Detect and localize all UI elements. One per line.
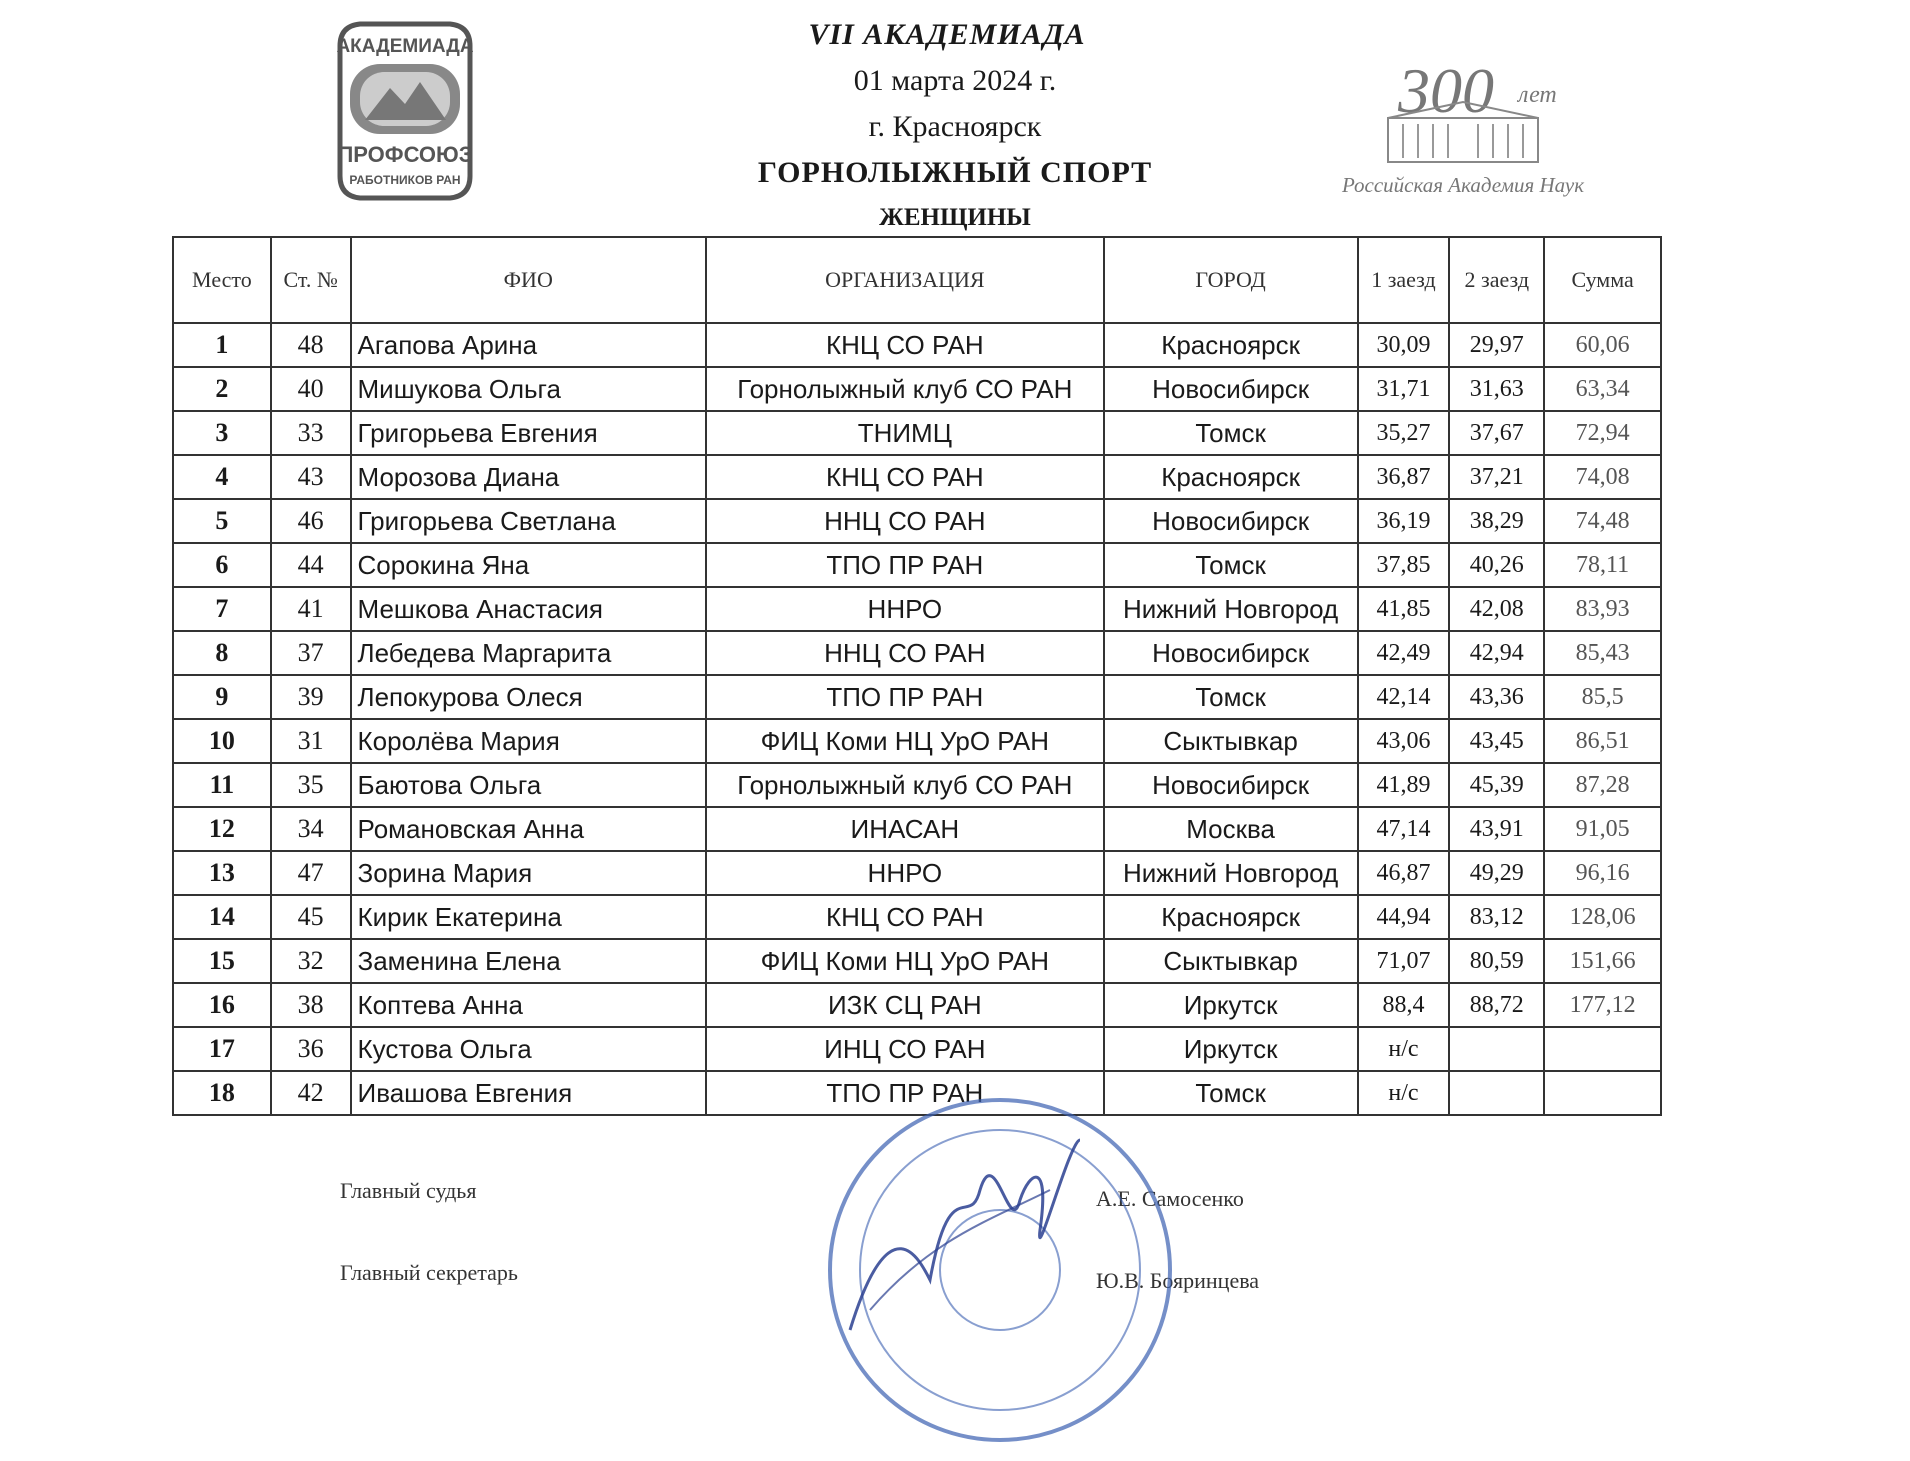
city-cell: Новосибирск (1104, 499, 1358, 543)
name-cell: Мешкова Анастасия (351, 587, 706, 631)
city-cell: Иркутск (1104, 1027, 1358, 1071)
results-table (172, 236, 1662, 1116)
name-cell: Коптева Анна (351, 983, 706, 1027)
city-cell: Сыктывкар (1104, 939, 1358, 983)
bib-cell: 46 (271, 499, 351, 543)
logo-right-word: лет (1518, 82, 1557, 108)
col-header-org: ОРГАНИЗАЦИЯ (706, 237, 1104, 323)
run1-cell: 36,19 (1358, 499, 1450, 543)
place-cell: 4 (173, 455, 271, 499)
place-cell: 13 (173, 851, 271, 895)
name-cell: Лебедева Маргарита (351, 631, 706, 675)
city-cell: Красноярск (1104, 455, 1358, 499)
sum-cell: 85,43 (1544, 631, 1661, 675)
org-cell: ТПО ПР РАН (706, 543, 1104, 587)
col-header-bib: Ст. № (271, 237, 351, 323)
akademiada-logo-icon (320, 16, 490, 206)
place-cell: 3 (173, 411, 271, 455)
org-cell: ИНЦ СО РАН (706, 1027, 1104, 1071)
org-cell: ТПО ПР РАН (706, 1071, 1104, 1115)
run1-cell: 37,85 (1358, 543, 1450, 587)
place-cell: 18 (173, 1071, 271, 1115)
sum-cell: 63,34 (1544, 367, 1661, 411)
signature-icon (850, 1140, 1080, 1330)
table-header-row (173, 237, 1661, 323)
bib-cell: 45 (271, 895, 351, 939)
run2-cell: 38,29 (1449, 499, 1544, 543)
bib-cell: 35 (271, 763, 351, 807)
org-cell: КНЦ СО РАН (706, 323, 1104, 367)
city-cell: Москва (1104, 807, 1358, 851)
col-header-name: ФИО (351, 237, 706, 323)
name-cell: Кустова Ольга (351, 1027, 706, 1071)
table-row (173, 367, 1661, 411)
table-row (173, 411, 1661, 455)
place-cell: 1 (173, 323, 271, 367)
sum-cell: 96,16 (1544, 851, 1661, 895)
run2-cell: 43,36 (1449, 675, 1544, 719)
secretary-label: Главный секретарь (340, 1260, 518, 1285)
category-title: ЖЕНЩИНЫ (879, 204, 1031, 231)
org-cell: Горнолыжный клуб СО РАН (706, 367, 1104, 411)
city-cell: Нижний Новгород (1104, 851, 1358, 895)
run2-cell: 88,72 (1449, 983, 1544, 1027)
sum-cell: 74,48 (1544, 499, 1661, 543)
logo-right-caption: Российская Академия Наук (1341, 173, 1585, 197)
table-row (173, 763, 1661, 807)
bib-cell: 34 (271, 807, 351, 851)
col-header-run2: 2 заезд (1449, 237, 1544, 323)
city-cell: Новосибирск (1104, 367, 1358, 411)
table-row (173, 455, 1661, 499)
run1-cell: 47,14 (1358, 807, 1450, 851)
bib-cell: 44 (271, 543, 351, 587)
bib-cell: 33 (271, 411, 351, 455)
table-row (173, 323, 1661, 367)
run1-cell: 31,71 (1358, 367, 1450, 411)
col-header-sum: Сумма (1544, 237, 1661, 323)
sum-cell: 86,51 (1544, 719, 1661, 763)
bib-cell: 36 (271, 1027, 351, 1071)
name-cell: Сорокина Яна (351, 543, 706, 587)
logo-left-line3: РАБОТНИКОВ РАН (349, 173, 461, 187)
table-row (173, 1027, 1661, 1071)
run1-cell: 46,87 (1358, 851, 1450, 895)
run2-cell: 29,97 (1449, 323, 1544, 367)
run2-cell: 37,21 (1449, 455, 1544, 499)
bib-cell: 48 (271, 323, 351, 367)
name-cell: Баютова Ольга (351, 763, 706, 807)
sum-cell: 91,05 (1544, 807, 1661, 851)
name-cell: Морозова Диана (351, 455, 706, 499)
name-cell: Мишукова Ольга (351, 367, 706, 411)
bib-cell: 32 (271, 939, 351, 983)
run2-cell: 37,67 (1449, 411, 1544, 455)
table-row (173, 719, 1661, 763)
place-cell: 11 (173, 763, 271, 807)
bib-cell: 40 (271, 367, 351, 411)
place-cell: 2 (173, 367, 271, 411)
name-cell: Романовская Анна (351, 807, 706, 851)
run1-cell: 30,09 (1358, 323, 1450, 367)
sum-cell: 78,11 (1544, 543, 1661, 587)
secretary-name: Ю.В. Бояринцева (1096, 1268, 1260, 1293)
city-cell: Сыктывкар (1104, 719, 1358, 763)
org-cell: ФИЦ Коми НЦ УрО РАН (706, 939, 1104, 983)
results-body (173, 323, 1661, 1115)
org-cell: ИНАСАН (706, 807, 1104, 851)
run2-cell (1449, 1027, 1544, 1071)
org-cell: ТПО ПР РАН (706, 675, 1104, 719)
sum-cell: 83,93 (1544, 587, 1661, 631)
city-cell: Новосибирск (1104, 763, 1358, 807)
run2-cell (1449, 1071, 1544, 1115)
bib-cell: 43 (271, 455, 351, 499)
place-cell: 9 (173, 675, 271, 719)
run2-cell: 83,12 (1449, 895, 1544, 939)
run1-cell: 36,87 (1358, 455, 1450, 499)
run1-cell: 41,85 (1358, 587, 1450, 631)
run2-cell: 45,39 (1449, 763, 1544, 807)
place-cell: 12 (173, 807, 271, 851)
city-cell: Новосибирск (1104, 631, 1358, 675)
run1-cell: 42,14 (1358, 675, 1450, 719)
logo-left-line1: АКАДЕМИАДА (336, 36, 474, 57)
table-row (173, 939, 1661, 983)
place-cell: 10 (173, 719, 271, 763)
sum-cell: 74,08 (1544, 455, 1661, 499)
run2-cell: 42,08 (1449, 587, 1544, 631)
sum-cell: 151,66 (1544, 939, 1661, 983)
org-cell: КНЦ СО РАН (706, 895, 1104, 939)
run2-cell: 80,59 (1449, 939, 1544, 983)
table-row (173, 807, 1661, 851)
event-title: VII АКАДЕМИАДА (808, 18, 1086, 51)
run1-cell: 88,4 (1358, 983, 1450, 1027)
city-cell: Нижний Новгород (1104, 587, 1358, 631)
org-cell: ННЦ СО РАН (706, 499, 1104, 543)
place-cell: 17 (173, 1027, 271, 1071)
city-cell: Томск (1104, 1071, 1358, 1115)
sum-cell (1544, 1027, 1661, 1071)
run1-cell: 41,89 (1358, 763, 1450, 807)
place-cell: 6 (173, 543, 271, 587)
city-cell: Томск (1104, 543, 1358, 587)
name-cell: Агапова Арина (351, 323, 706, 367)
bib-cell: 42 (271, 1071, 351, 1115)
run1-cell: 71,07 (1358, 939, 1450, 983)
bib-cell: 41 (271, 587, 351, 631)
run2-cell: 40,26 (1449, 543, 1544, 587)
name-cell: Заменина Елена (351, 939, 706, 983)
city-cell: Томск (1104, 675, 1358, 719)
name-cell: Григорьева Евгения (351, 411, 706, 455)
bib-cell: 37 (271, 631, 351, 675)
table-row (173, 851, 1661, 895)
bib-cell: 39 (271, 675, 351, 719)
col-header-run1: 1 заезд (1358, 237, 1450, 323)
table-row (173, 587, 1661, 631)
col-header-place: Место (173, 237, 271, 323)
org-cell: КНЦ СО РАН (706, 455, 1104, 499)
sum-cell: 128,06 (1544, 895, 1661, 939)
run2-cell: 49,29 (1449, 851, 1544, 895)
org-cell: Горнолыжный клуб СО РАН (706, 763, 1104, 807)
org-cell: ТНИМЦ (706, 411, 1104, 455)
bib-cell: 38 (271, 983, 351, 1027)
place-cell: 8 (173, 631, 271, 675)
sum-cell: 72,94 (1544, 411, 1661, 455)
logo-left-line2: ПРОФСОЮЗ (337, 142, 473, 167)
name-cell: Зорина Мария (351, 851, 706, 895)
table-row (173, 499, 1661, 543)
place-cell: 5 (173, 499, 271, 543)
round-stamp-icon (810, 1080, 1190, 1460)
judge-label: Главный судья (340, 1178, 477, 1203)
org-cell: ННЦ СО РАН (706, 631, 1104, 675)
org-cell: ННРО (706, 587, 1104, 631)
org-cell: ИЗК СЦ РАН (706, 983, 1104, 1027)
table-row (173, 895, 1661, 939)
city-cell: Красноярск (1104, 323, 1358, 367)
run1-cell: 44,94 (1358, 895, 1450, 939)
run2-cell: 43,91 (1449, 807, 1544, 851)
ras-300-logo-icon (1318, 52, 1608, 212)
run2-cell: 43,45 (1449, 719, 1544, 763)
table-row (173, 983, 1661, 1027)
table-row (173, 675, 1661, 719)
event-date: 01 марта 2024 г. (853, 64, 1057, 97)
name-cell: Ивашова Евгения (351, 1071, 706, 1115)
run2-cell: 42,94 (1449, 631, 1544, 675)
table-row (173, 631, 1661, 675)
name-cell: Лепокурова Олеся (351, 675, 706, 719)
city-cell: Красноярск (1104, 895, 1358, 939)
sum-cell: 87,28 (1544, 763, 1661, 807)
name-cell: Королёва Мария (351, 719, 706, 763)
run1-cell: 43,06 (1358, 719, 1450, 763)
place-cell: 7 (173, 587, 271, 631)
run1-cell: н/с (1358, 1027, 1450, 1071)
org-cell: ФИЦ Коми НЦ УрО РАН (706, 719, 1104, 763)
sport-title: ГОРНОЛЫЖНЫЙ СПОРТ (757, 156, 1153, 189)
place-cell: 15 (173, 939, 271, 983)
table-row (173, 543, 1661, 587)
city-cell: Иркутск (1104, 983, 1358, 1027)
sum-cell (1544, 1071, 1661, 1115)
event-city: г. Красноярск (868, 110, 1042, 143)
sum-cell: 60,06 (1544, 323, 1661, 367)
org-cell: ННРО (706, 851, 1104, 895)
sum-cell: 177,12 (1544, 983, 1661, 1027)
run1-cell: 42,49 (1358, 631, 1450, 675)
logo-right-number: 300 (1398, 55, 1494, 126)
run1-cell: 35,27 (1358, 411, 1450, 455)
name-cell: Григорьева Светлана (351, 499, 706, 543)
bib-cell: 47 (271, 851, 351, 895)
place-cell: 16 (173, 983, 271, 1027)
name-cell: Кирик Екатерина (351, 895, 706, 939)
place-cell: 14 (173, 895, 271, 939)
sum-cell: 85,5 (1544, 675, 1661, 719)
run2-cell: 31,63 (1449, 367, 1544, 411)
col-header-city: ГОРОД (1104, 237, 1358, 323)
bib-cell: 31 (271, 719, 351, 763)
run1-cell: н/с (1358, 1071, 1450, 1115)
city-cell: Томск (1104, 411, 1358, 455)
judge-name: А.Е. Самосенко (1096, 1186, 1244, 1211)
